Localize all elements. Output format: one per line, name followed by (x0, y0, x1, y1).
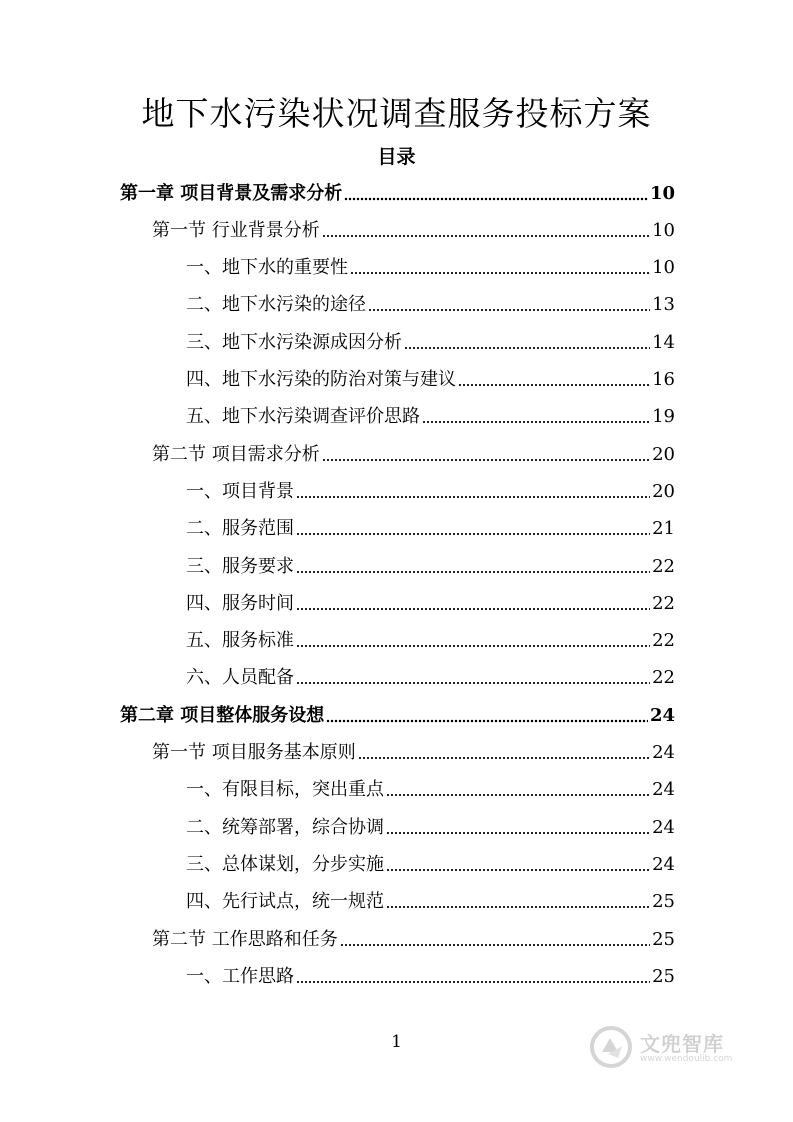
toc-entry-title: 二、服务范围 (186, 518, 294, 540)
toc-entry-page: 22 (652, 630, 675, 652)
toc-entry-page: 22 (652, 667, 675, 689)
toc-entry-title: 四、先行试点，统一规范 (186, 891, 384, 913)
toc-subsection-entry[interactable] (186, 846, 675, 883)
toc-entry-page: 13 (652, 294, 675, 316)
watermark-url: www.wendoulib.com (640, 1054, 733, 1064)
toc-subsection-entry[interactable] (186, 809, 675, 846)
toc-entry-page: 24 (652, 816, 675, 838)
toc-entry-page: 10 (652, 219, 675, 241)
toc-subsection-entry[interactable] (186, 362, 675, 399)
toc-subsection-entry[interactable] (186, 548, 675, 585)
toc-entry-title: 二、统筹部署，综合协调 (186, 816, 384, 838)
toc-entry-title: 第一节 项目服务基本原则 (152, 742, 356, 763)
toc-entry-page: 20 (652, 443, 675, 465)
toc-chapter-entry[interactable] (120, 175, 675, 212)
page-number: 1 (391, 1032, 402, 1052)
toc-section-entry[interactable] (152, 735, 675, 772)
toc-entry-title: 第一节 行业背景分析 (152, 219, 320, 241)
toc-leader-dots (322, 233, 650, 239)
toc-leader-dots (296, 643, 650, 649)
toc-leader-dots (386, 830, 650, 836)
toc-subsection-entry[interactable] (186, 250, 675, 287)
toc-leader-dots (358, 755, 650, 761)
toc-leader-dots (296, 531, 650, 537)
toc-leader-dots (296, 979, 650, 985)
toc-entry-title: 四、地下水污染的防治对策与建议 (186, 369, 456, 390)
watermark (588, 1020, 768, 1076)
toc-subsection-entry[interactable] (186, 511, 675, 548)
toc-leader-dots (322, 457, 650, 463)
toc-leader-dots (386, 867, 650, 873)
toc-leader-dots (404, 345, 650, 351)
toc-subsection-entry[interactable] (186, 287, 675, 324)
toc-leader-dots (296, 680, 650, 686)
toc-leader-dots (458, 382, 650, 388)
toc-subsection-entry[interactable] (186, 958, 675, 995)
toc-entry-title: 一、工作思路 (186, 965, 294, 987)
toc-entry-page: 19 (652, 406, 675, 428)
toc-entry-page: 25 (652, 891, 675, 913)
toc-entry-title: 五、服务标准 (186, 630, 294, 652)
toc-leader-dots (386, 792, 650, 798)
toc-subsection-entry[interactable] (186, 585, 675, 622)
toc-section-entry[interactable] (152, 921, 675, 958)
toc-subsection-entry[interactable] (186, 772, 675, 809)
toc-subsection-entry[interactable] (186, 660, 675, 697)
document-title: 地下水污染状况调查服务投标方案 (141, 94, 652, 133)
toc-leader-dots (344, 196, 648, 202)
toc-entry-title: 第二节 项目需求分析 (152, 443, 320, 465)
toc-leader-dots (422, 419, 650, 425)
toc-entry-page: 25 (652, 965, 675, 987)
toc-entry-page: 25 (652, 928, 675, 950)
toc-section-entry[interactable] (152, 212, 675, 249)
toc-entry-page: 24 (652, 853, 675, 875)
toc-entry-title: 三、总体谋划，分步实施 (186, 853, 384, 875)
toc-leader-dots (326, 718, 648, 724)
toc-leader-dots (386, 904, 650, 910)
toc-entry-title: 三、服务要求 (186, 555, 294, 577)
logo-icon (588, 1024, 634, 1070)
toc-entry-page: 10 (652, 257, 675, 279)
toc-section-entry[interactable] (152, 436, 675, 473)
toc-entry-page: 10 (649, 182, 675, 204)
toc-entry-page: 21 (652, 518, 675, 540)
toc-heading: 目录 (377, 146, 416, 168)
toc-entry-title: 一、有限目标，突出重点 (186, 779, 384, 801)
toc-entry-title: 一、项目背景 (186, 480, 294, 502)
toc-entry-page: 22 (652, 592, 675, 614)
toc-leader-dots (296, 606, 650, 612)
toc-entry-page: 24 (652, 742, 675, 763)
toc-chapter-entry[interactable] (120, 697, 675, 734)
toc-entry-title: 三、地下水污染源成因分析 (186, 331, 402, 353)
toc-leader-dots (350, 270, 650, 276)
toc-entry-page: 16 (652, 369, 675, 390)
toc-entry-title: 六、人员配备 (186, 667, 294, 689)
toc-entry-title: 二、地下水污染的途径 (186, 294, 366, 316)
toc-entry-title: 一、地下水的重要性 (186, 257, 348, 279)
toc-leader-dots (340, 942, 650, 948)
toc-entry-page: 20 (652, 480, 675, 502)
toc-subsection-entry[interactable] (186, 324, 675, 361)
toc-entry-page: 22 (652, 555, 675, 577)
toc-leader-dots (296, 494, 650, 500)
toc-leader-dots (368, 307, 650, 313)
toc-entry-page: 24 (649, 704, 675, 726)
toc-subsection-entry[interactable] (186, 473, 675, 510)
toc-subsection-entry[interactable] (186, 623, 675, 660)
toc-subsection-entry[interactable] (186, 399, 675, 436)
toc-entry-page: 14 (652, 331, 675, 353)
toc-leader-dots (296, 569, 650, 575)
toc-entry-title: 五、地下水污染调查评价思路 (186, 406, 420, 428)
toc-entry-title: 第一章 项目背景及需求分析 (120, 182, 343, 204)
toc-entry-title: 第二节 工作思路和任务 (152, 928, 338, 950)
toc-entry-page: 24 (652, 779, 675, 801)
toc-entry-title: 四、服务时间 (186, 592, 294, 614)
toc-entry-title: 第二章 项目整体服务设想 (120, 704, 325, 726)
watermark-text: 文兜智库 (640, 1032, 724, 1056)
toc-subsection-entry[interactable] (186, 884, 675, 921)
